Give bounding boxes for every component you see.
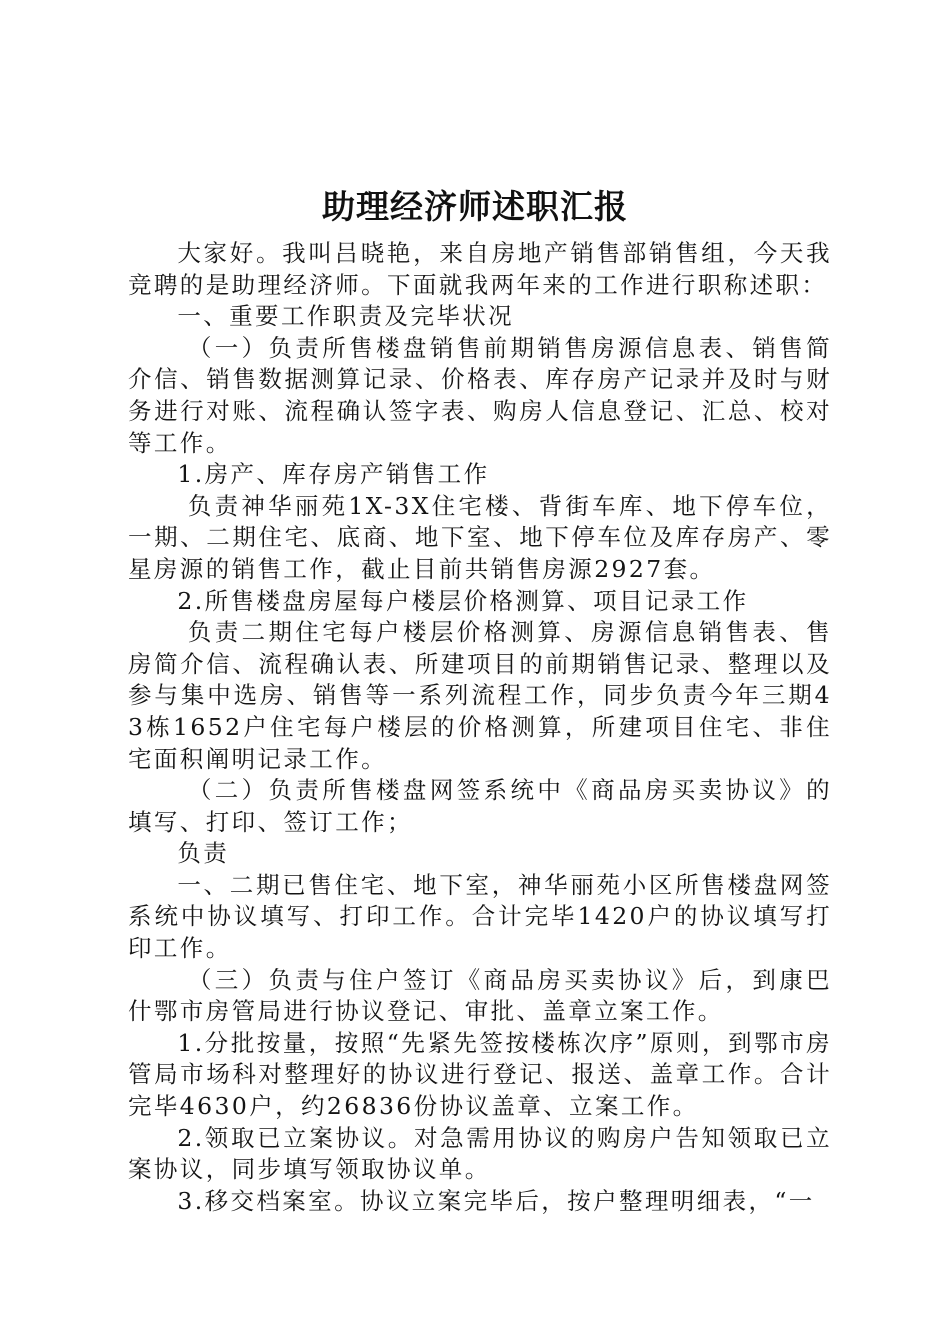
paragraph: 负责神华丽苑1X-3X住宅楼、背街车库、地下停车位，一期、二期住宅、底商、地下室、地下停车位及库存房产、零星房源的销售工作，截止目前共销售房源2927套。 (128, 491, 832, 583)
subheading: 1.房产、库存房产销售工作 (177, 460, 490, 489)
section-heading: 一、重要工作职责及完毕状况 (177, 302, 515, 331)
paragraph: 负责 (177, 839, 230, 868)
document-body (128, 238, 832, 1217)
paragraph: 大家好。我叫吕晓艳，来自房地产销售部销售组，今天我竞聘的是助理经济师。下面就我两年来的工作进行职称述职： (128, 239, 832, 299)
paragraph: （一）负责所售楼盘销售前期销售房源信息表、销售简介信、销售数据测算记录、价格表、库存房产记录并及时与财务进行对账、流程确认签字表、购房人信息登记、汇总、校对等工作。 (128, 333, 832, 457)
paragraph: 2.领取已立案协议。对急需用协议的购房户告知领取已立案协议，同步填写领取协议单。 (128, 1123, 832, 1184)
subheading: 2.所售楼盘房屋每户楼层价格测算、项目记录工作 (177, 586, 749, 615)
paragraph: 一、二期已售住宅、地下室，神华丽苑小区所售楼盘网签系统中协议填写、打印工作。合计完毕1420户的协议填写打印工作。 (128, 870, 832, 963)
document-title: 助理经济师述职汇报 (322, 187, 628, 226)
paragraph: （三）负责与住户签订《商品房买卖协议》后，到康巴什鄂市房管局进行协议登记、审批、盖章立案工作。 (128, 965, 832, 1026)
paragraph: 3.移交档案室。协议立案完毕后，按户整理明细表，“一 (177, 1186, 815, 1215)
paragraph: （二）负责所售楼盘网签系统中《商品房买卖协议》的填写、打印、签订工作； (128, 776, 832, 836)
paragraph: 1.分批按量，按照“先紧先签按楼栋次序”原则，到鄂市房管局市场科对整理好的协议进行登记、报送、盖章工作。合计完毕4630户，约26836份协议盖章、立案工作。 (128, 1028, 832, 1121)
paragraph: 负责二期住宅每户楼层价格测算、房源信息销售表、售房简介信、流程确认表、所建项目的前期销售记录、整理以及参与集中选房、销售等一系列流程工作，同步负责今年三期43栋1652户住宅每户楼层的价格测算，所建项目住宅、非住宅面积阐明记录工作。 (128, 618, 832, 773)
